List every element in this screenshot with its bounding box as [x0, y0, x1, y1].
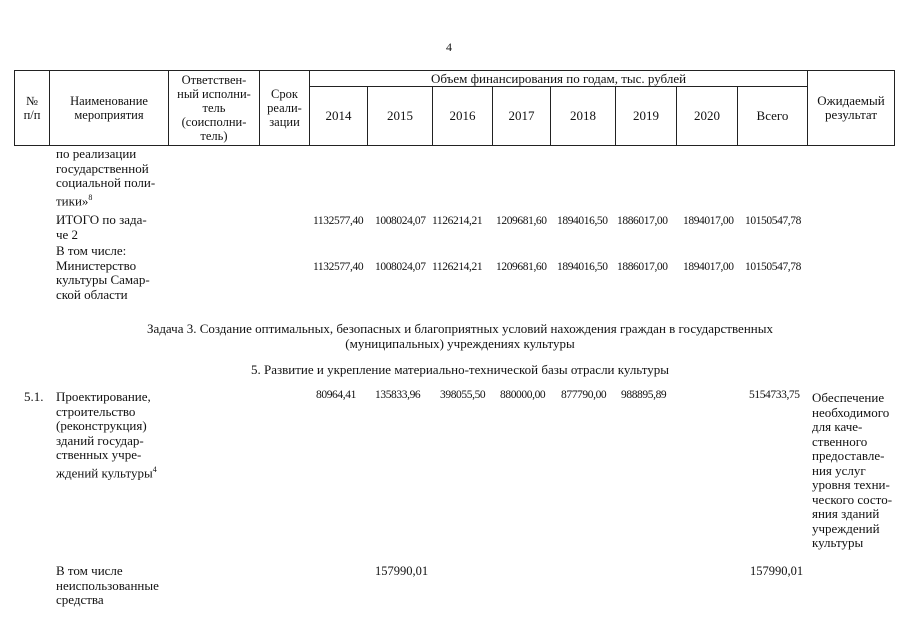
header-num: № п/п — [14, 70, 50, 146]
including-2018: 1894016,50 — [557, 261, 608, 273]
header-year-2014: 2014 — [309, 86, 368, 146]
item51-2015: 135833,96 — [375, 389, 421, 401]
unused-total: 157990,01 — [750, 564, 804, 578]
itogo-2014: 1132577,40 — [313, 215, 364, 227]
including-label: В том числе: Министерство культуры Самар- ской области — [56, 243, 150, 302]
header-executor: Ответствен- ный исполни- тель (соисполни- тель) — [168, 70, 260, 146]
itogo-2016: 1126214,21 — [432, 215, 483, 227]
item51-2014: 80964,41 — [316, 389, 356, 401]
item51-result: Обеспечение необходимого для каче- ственного предоставле- ния услуг уровня техни- ческого состо- яния зданий учреждений культуры — [812, 390, 893, 550]
page-number: 4 — [446, 40, 452, 54]
section5-heading: 5. Развитие и укрепление материально-технической базы отрасли культуры — [251, 362, 669, 377]
itogo-2018: 1894016,50 — [557, 215, 608, 227]
unused-label: В том числе неиспользованные средства — [56, 563, 159, 607]
including-2015: 1008024,07 — [375, 261, 426, 273]
item51-2019: 988895,89 — [621, 389, 667, 401]
unused-2015: 157990,01 — [375, 564, 429, 578]
item51-2016: 398055,50 — [440, 389, 486, 401]
header-term: Срок реали- зации — [259, 70, 310, 146]
itogo-2019: 1886017,00 — [617, 215, 668, 227]
including-2014: 1132577,40 — [313, 261, 364, 273]
header-year-2020: 2020 — [676, 86, 738, 146]
item51-name: Проектирование, строительство (реконструкция) зданий государ- ственных учре- ждений культуры$^4$ — [56, 389, 157, 480]
item51-num: 5.1. — [24, 389, 44, 404]
header-year-2018: 2018 — [550, 86, 616, 146]
itogo-2015: 1008024,07 — [375, 215, 426, 227]
header-year-2019: 2019 — [615, 86, 677, 146]
including-2016: 1126214,21 — [432, 261, 483, 273]
task3-heading: Задача 3. Создание оптимальных, безопасных и благоприятных условий нахождения граждан в государственных (муниципальных) учреждениях культуры — [147, 321, 773, 351]
itogo-2017: 1209681,60 — [496, 215, 547, 227]
header-year-2017: 2017 — [492, 86, 551, 146]
including-2020: 1894017,00 — [683, 261, 734, 273]
including-2019: 1886017,00 — [617, 261, 668, 273]
item51-2018: 877790,00 — [561, 389, 607, 401]
header-result: Ожидаемый результат — [807, 70, 895, 146]
item51-2017: 880000,00 — [500, 389, 546, 401]
header-year-2015: 2015 — [367, 86, 433, 146]
header-funding-title: Объем финансирования по годам, тыс. рублей — [309, 70, 808, 87]
including-2017: 1209681,60 — [496, 261, 547, 273]
item51-total: 5154733,75 — [749, 389, 800, 401]
including-total: 10150547,78 — [745, 261, 801, 273]
itogo-label: ИТОГО по зада- че 2 — [56, 212, 147, 242]
header-total: Всего — [737, 86, 808, 146]
itogo-total: 10150547,78 — [745, 215, 801, 227]
header-name: Наименование мероприятия — [49, 70, 169, 146]
itogo-2020: 1894017,00 — [683, 215, 734, 227]
continuation-text: по реализации государственной социальной поли- тики»$^8$ — [56, 146, 156, 208]
header-year-2016: 2016 — [432, 86, 493, 146]
